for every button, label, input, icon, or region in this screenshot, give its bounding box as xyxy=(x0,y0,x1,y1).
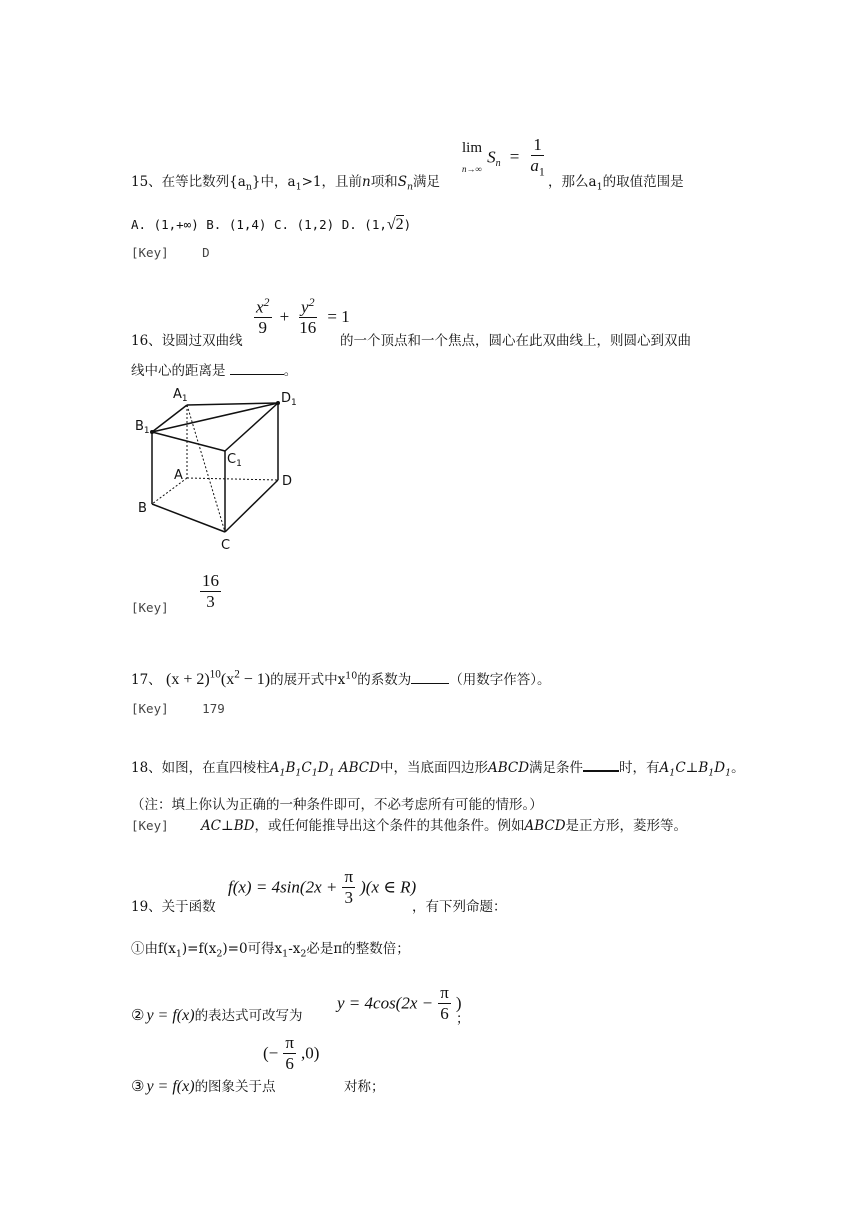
q17-expr-3: − 1) xyxy=(239,671,271,688)
edge-b-c xyxy=(152,504,225,532)
q15-var-n: n xyxy=(361,174,371,190)
q19-prefix-text: 19、关于函数 xyxy=(131,899,216,915)
limit-eq: = xyxy=(509,147,520,167)
sqrt-symbol: √2 xyxy=(386,216,404,233)
label-a: A xyxy=(174,468,183,483)
q16-line2-text: 线中心的距离是 xyxy=(131,363,230,379)
q17-text-2: 的系数为 xyxy=(357,672,412,688)
q19-suffix-text: ，有下列命题： xyxy=(412,899,507,915)
prism-figure xyxy=(130,384,310,554)
q15-sub-1b: 1 xyxy=(596,181,603,193)
q19-item-3-end xyxy=(344,1075,385,1095)
edge-c-d xyxy=(225,480,278,532)
q15-text-4: 项和 xyxy=(370,174,398,190)
q19-item3-circle: ③ xyxy=(131,1077,145,1095)
limit-fraction xyxy=(528,136,546,179)
q17-blank xyxy=(411,683,449,684)
limit-num: 1 xyxy=(533,135,542,154)
q17-text: 的展开式中x xyxy=(270,672,346,688)
q18-blank xyxy=(583,770,619,772)
q15-text-3: >1，且前 xyxy=(301,174,362,190)
q19-item3-pi: π xyxy=(285,1033,294,1052)
q15-choices xyxy=(131,216,411,234)
q15-choices-end: ) xyxy=(403,217,412,232)
q19-item2-frac xyxy=(438,984,451,1023)
q18-conclusion: $A_1C\perp B_1D_1$ xyxy=(659,760,732,779)
q19-item1-b: )=f(x xyxy=(181,941,217,957)
q17-expr xyxy=(165,668,271,688)
edge-b1-c1 xyxy=(152,432,225,451)
q16-plus: + xyxy=(279,306,290,326)
q17-exp-3: 10 xyxy=(345,670,358,682)
q19-item1-a: ①由f(x xyxy=(131,941,176,957)
q16-suffix xyxy=(340,329,691,349)
q16-hyperbola xyxy=(254,296,350,338)
q15-sub-1: 1 xyxy=(295,181,302,193)
q19-item3-end: 对称； xyxy=(344,1079,385,1095)
q19-func: f(x) = 4sin(2x + xyxy=(228,877,338,897)
q19-item3-frac xyxy=(283,1034,296,1073)
limit-den-sub: 1 xyxy=(538,164,545,179)
limit-den: a xyxy=(530,155,539,175)
q17-key xyxy=(131,701,225,716)
q17-expr-2: (x xyxy=(220,671,235,688)
q18-question xyxy=(131,756,745,779)
q19-item2-expr: y = 4cos(2x − xyxy=(337,993,434,1013)
q17-key-label: [Key] xyxy=(131,701,169,716)
point-b1 xyxy=(150,430,154,434)
q15-key-label: [Key] xyxy=(131,245,169,260)
q19-suffix xyxy=(412,895,507,915)
q15-text-2: }中，a xyxy=(251,174,296,190)
q19-prefix xyxy=(131,895,216,915)
q16-blank xyxy=(230,374,284,375)
q19-item3-open: (− xyxy=(263,1043,279,1063)
q18-abcd: ABCD xyxy=(487,760,530,776)
q15-question-end xyxy=(548,170,684,193)
q19-item3-y: y = f(x) xyxy=(146,1078,195,1095)
q15-question: 15、在等比数列$\{a_n\}$中，$a_1>1$，且前n项和$S_n$满足 xyxy=(131,174,441,193)
q15-sub-n: n xyxy=(245,181,252,193)
q19-item1-c: )=0可得x xyxy=(222,941,283,957)
label-c1: $C_1$ xyxy=(227,452,242,469)
q19-item1-e: 必是π的整数倍； xyxy=(306,941,410,957)
q15-key xyxy=(131,245,210,260)
q19-item3-text: 的图象关于点 xyxy=(194,1079,276,1095)
q18-prefix: 18、如图，在直四棱柱 xyxy=(131,760,270,776)
q19-item-3-point xyxy=(263,1034,319,1073)
q15-text-7: 的取值范围是 xyxy=(602,174,684,190)
q17-text-3: （用数字作答）。 xyxy=(449,672,551,688)
q19-three: 3 xyxy=(344,887,353,907)
q19-item-2-semi xyxy=(456,1007,470,1027)
q15-text-6: ，那么a xyxy=(548,174,597,190)
q19-item2-six: 6 xyxy=(440,1003,449,1023)
label-b1: $B_1$ xyxy=(135,419,150,436)
limit-under: n→∞ xyxy=(462,164,482,175)
q18-mid3: 时，有 xyxy=(619,760,660,776)
q18-mid: 中，当底面四边形 xyxy=(379,760,488,776)
q16-line2-end: 。 xyxy=(283,363,298,379)
q16-x: x xyxy=(256,297,264,317)
q17-exp-2: 2 xyxy=(234,668,240,681)
limit-lim: lim xyxy=(462,140,483,157)
q18-key-abcd: ABCD xyxy=(524,818,566,834)
label-c: C xyxy=(221,538,231,553)
q18-key-cond: AC⊥BD xyxy=(200,818,255,834)
q15-choices-text: A. (1,+∞) B. (1,4) C. (1,2) D. (1, xyxy=(131,217,387,232)
q16-key-fraction xyxy=(200,572,221,611)
q16-frac-y: $\frac{y^2}{16}$ xyxy=(299,295,317,338)
q16-prefix xyxy=(131,329,243,349)
q16-prefix-text: 16、设圆过双曲线 xyxy=(131,333,243,349)
edge-a1-d1 xyxy=(187,403,278,405)
label-a1: $A_1$ xyxy=(173,387,188,404)
q16-y: y xyxy=(301,297,309,317)
q18-end: 。 xyxy=(731,760,745,776)
q19-item1-d: -x xyxy=(288,941,301,957)
q18-key-label: [Key] xyxy=(131,818,169,833)
q17-exp-1: 10 xyxy=(209,668,221,681)
label-d1: $D_1$ xyxy=(281,391,297,408)
q19-item3-six: 6 xyxy=(285,1053,294,1073)
q16-key xyxy=(131,600,169,615)
q19-pi-3 xyxy=(342,868,355,907)
q16-key-label: [Key] xyxy=(131,600,169,615)
q16-frac-x: $\frac{x^2}{9}$ xyxy=(256,295,270,338)
q18-key-text2: 是正方形，菱形等。 xyxy=(565,818,688,834)
q19-item-2-expr xyxy=(337,984,462,1023)
q17-question xyxy=(131,668,551,689)
q16-key-num: 16 xyxy=(202,571,219,590)
q19-item3-close: ,0) xyxy=(301,1043,320,1063)
q18-mid2: 满足条件 xyxy=(529,760,584,776)
q16-key-den: 3 xyxy=(206,591,215,611)
q16-key-frac xyxy=(200,572,221,611)
q16-den-16: 16 xyxy=(299,318,317,338)
q19-item-3 xyxy=(131,1075,276,1096)
q18-prism: $A_1B_1C_1D_1$ ABCD xyxy=(269,760,380,779)
q19-item2-y: y = f(x) xyxy=(146,1007,195,1024)
q17-expr-1: (x + 2) xyxy=(165,671,210,688)
edge-a1-c xyxy=(187,405,225,532)
q18-note xyxy=(131,793,543,813)
q19-function xyxy=(228,868,416,907)
q19-item2-text: 的表达式可改写为 xyxy=(194,1008,303,1024)
q16-den-9: 9 xyxy=(258,318,267,338)
q17-prefix: 17、 xyxy=(131,672,162,688)
q18-note-text: （注：填上你认为正确的一种条件即可，不必考虑所有可能的情形。） xyxy=(131,797,543,813)
q18-key xyxy=(131,814,687,834)
label-d: D xyxy=(282,474,293,489)
q18-key-text: ，或任何能推导出这个条件的其他条件。例如 xyxy=(254,818,525,834)
q16-line2 xyxy=(131,359,297,379)
sqrt-value: 2 xyxy=(395,216,404,233)
label-b: B xyxy=(138,501,147,516)
q15-text-5: 满足 xyxy=(413,174,441,190)
point-d1 xyxy=(276,401,280,405)
q19-item-1: ①由$f(x_1)=f(x_2)=0$可得$x_1-x_2$必是π的整数倍； xyxy=(131,941,410,960)
q19-pi: π xyxy=(344,867,354,886)
q19-item-2 xyxy=(131,1004,303,1025)
edge-a-d xyxy=(187,478,278,480)
q15-var-s: S xyxy=(397,174,407,190)
q19-item2-pi: π xyxy=(440,983,449,1002)
q15-text-1: 15、在等比数列{a xyxy=(131,174,246,190)
limit-s: S xyxy=(487,147,496,167)
q17-key-value: 179 xyxy=(202,701,225,716)
q19-func-end: )(x ∈ R) xyxy=(360,877,417,897)
q16-eq: = 1 xyxy=(327,306,350,326)
q16-suffix-text: 的一个顶点和一个焦点，圆心在此双曲线上，则圆心到双曲 xyxy=(340,333,691,349)
q19-item2-end: ) xyxy=(455,993,462,1013)
edge-c1-d1 xyxy=(225,403,278,451)
q19-item2-circle: ② xyxy=(131,1006,145,1024)
q15-limit-formula: lim n→∞ $S_n$ = $\frac{1}{a_1}$ xyxy=(462,135,545,179)
q15-key-value: D xyxy=(202,245,210,260)
q19-item2-semi: ； xyxy=(456,1011,470,1027)
